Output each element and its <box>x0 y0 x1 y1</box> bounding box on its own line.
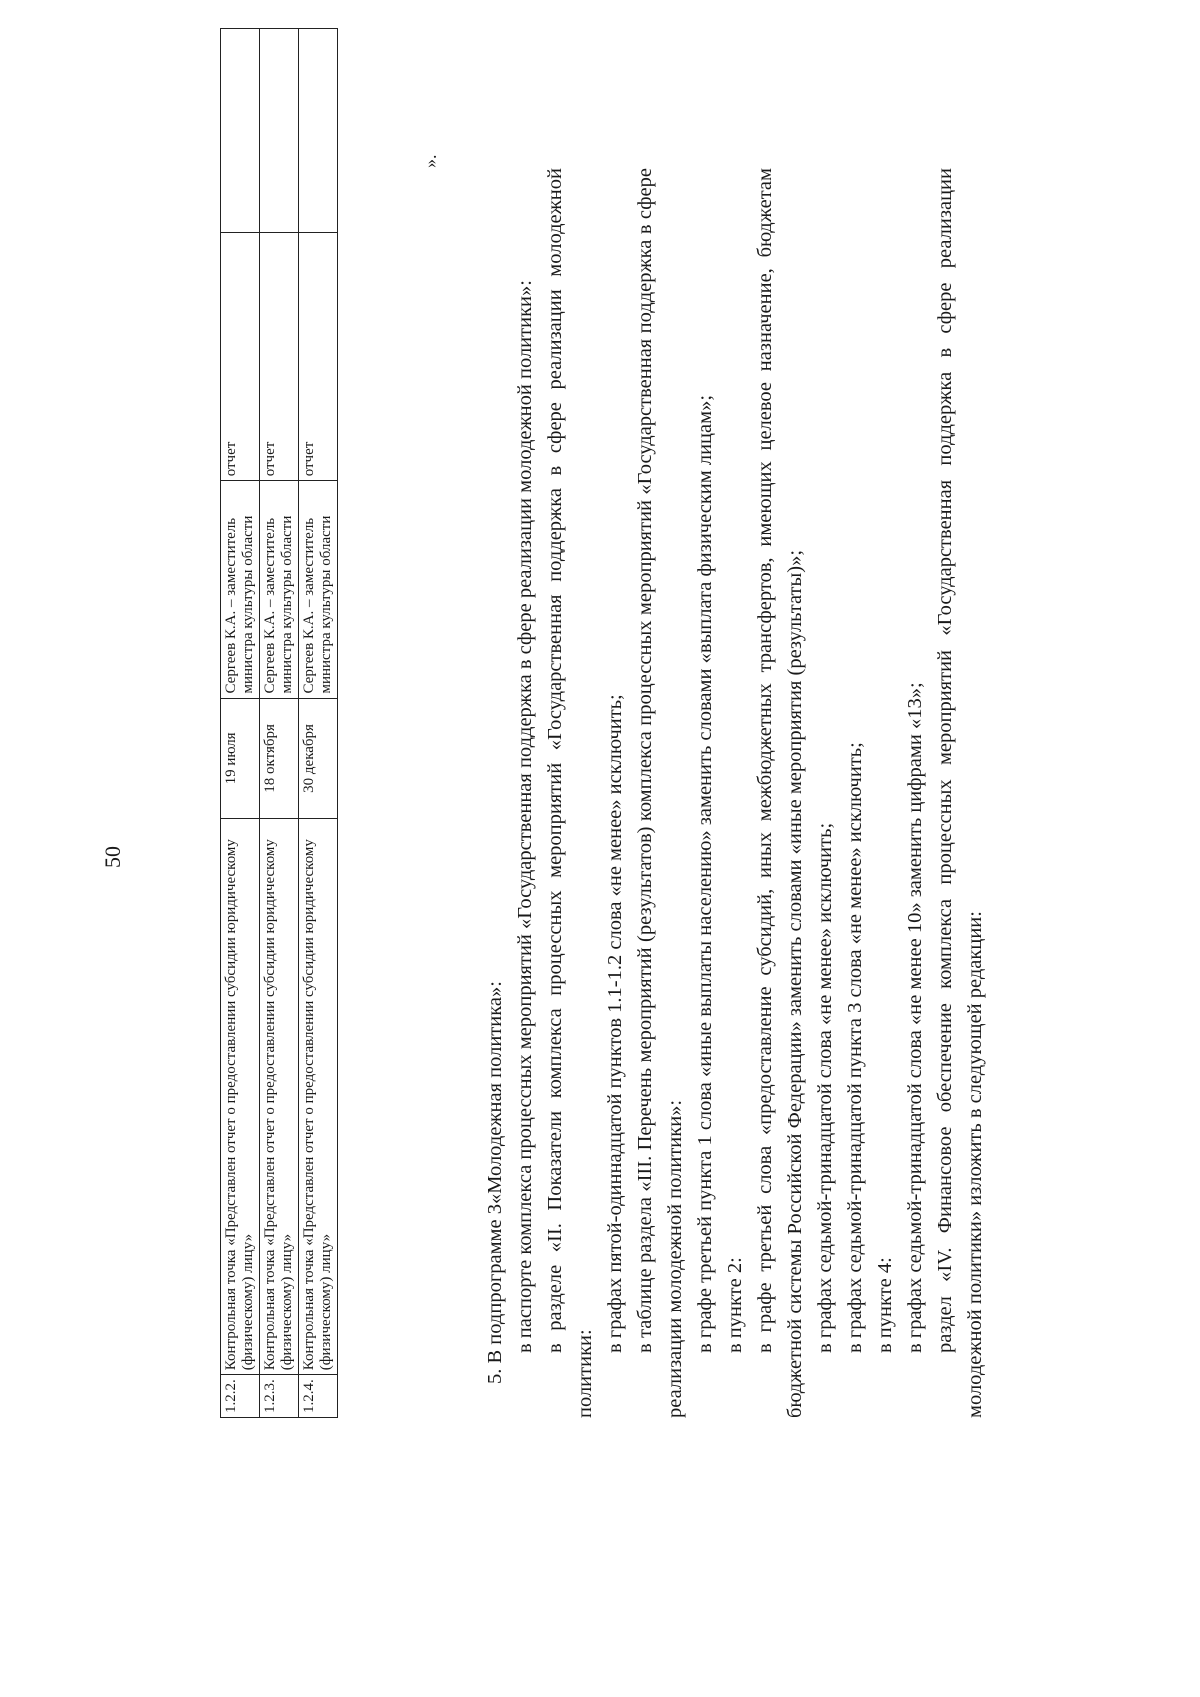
paragraph: в разделе «II. Показатели комплекса процессных мероприятий «Государственная поддержка в сфере реализации молодежной политики: <box>544 168 596 1418</box>
paragraph: в графах седьмой-тринадцатой пункта 3 слова «не менее» исключить; <box>844 742 866 1353</box>
paragraph: в графе третьей пункта 1 слова «иные выплаты населению» заменить словами «выплата физическим лицам»; <box>694 394 716 1353</box>
paragraph: в графах пятой-одиннадцатой пунктов 1.1-1.2 слова «не менее» исключить; <box>604 694 626 1353</box>
row-description: Контрольная точка «Представлен отчет о предоставлении субсидии юридическому (физическому) лицу» <box>299 819 338 1375</box>
table-row <box>260 29 299 1418</box>
row-description: Контрольная точка «Представлен отчет о предоставлении субсидии юридическому (физическому) лицу» <box>260 819 299 1375</box>
row-date: 18 октября <box>260 698 299 819</box>
row-number: 1.2.2. <box>221 1375 260 1418</box>
paragraph: в графе третьей слова «предоставление субсидий, иных межбюджетных трансфертов, имеющих целевое назначение, бюджетам бюджетной системы Российской Федерации» заменить словами «иные мероприятия (результаты)»; <box>754 168 806 1418</box>
paragraph: в пункте 2: <box>724 1257 746 1353</box>
paragraph: раздел «IV. Финансовое обеспечение комплекса процессных мероприятий «Государственная поддержка в сфере реализации молодежной политики» изложить в следующей редакции: <box>934 168 986 1418</box>
table-row <box>299 29 338 1418</box>
row-document: отчет <box>260 232 299 480</box>
row-responsible: Сергеев К.А. – заместитель министра культуры области <box>221 481 260 698</box>
row-empty-cell <box>260 29 299 233</box>
control-points-table <box>220 28 338 1418</box>
section-heading: 5. В подпрограмме 3«Молодежная политика»: <box>484 981 506 1384</box>
row-number: 1.2.4. <box>299 1375 338 1418</box>
row-responsible: Сергеев К.А. – заместитель министра культуры области <box>299 481 338 698</box>
row-number: 1.2.3. <box>260 1375 299 1418</box>
paragraph: в пункте 4: <box>874 1257 896 1353</box>
row-description: Контрольная точка «Представлен отчет о предоставлении субсидии юридическому (физическому) лицу» <box>221 819 260 1375</box>
row-date: 30 декабря <box>299 698 338 819</box>
row-responsible: Сергеев К.А. – заместитель министра культуры области <box>260 481 299 698</box>
paragraph: в графах седьмой-тринадцатой слова «не менее» исключить; <box>814 822 836 1353</box>
document-page <box>40 28 1160 1668</box>
row-date: 19 июля <box>221 698 260 819</box>
page-number: 50 <box>100 846 125 868</box>
row-document: отчет <box>221 232 260 480</box>
amendment-text <box>480 168 990 1418</box>
paragraph: в паспорте комплекса процессных мероприятий «Государственная поддержка в сфере реализации молодежной политики»: <box>514 280 536 1353</box>
row-empty-cell <box>221 29 260 233</box>
paragraph: в таблице раздела «III. Перечень мероприятий (результатов) комплекса процессных мероприятий «Государственная поддержка в сфере реализации молодежной политики»: <box>634 168 686 1418</box>
closing-quote: ». <box>420 154 440 168</box>
table-row <box>221 29 260 1418</box>
row-document: отчет <box>299 232 338 480</box>
paragraph: в графах седьмой-тринадцатой слова «не менее 10» заменить цифрами «13»; <box>904 682 926 1353</box>
row-empty-cell <box>299 29 338 233</box>
